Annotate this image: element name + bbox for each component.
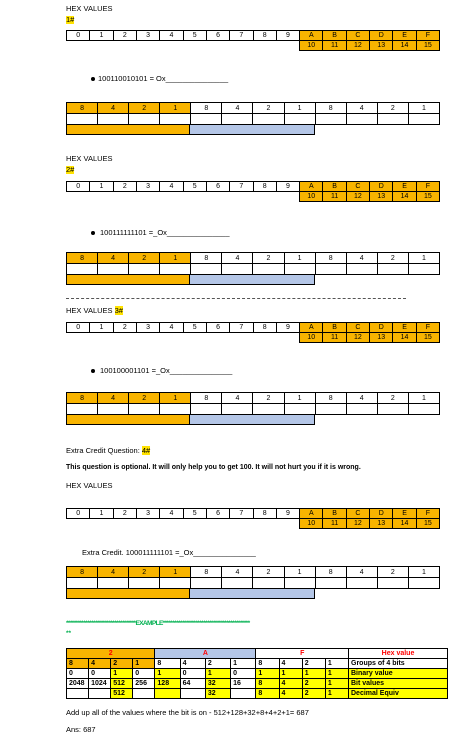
example-cell: 8	[67, 659, 89, 669]
example-decimal-row	[67, 689, 448, 699]
bit-entry-cell[interactable]	[160, 264, 191, 275]
example-row-label: Decimal Equiv	[349, 689, 448, 699]
example-cell: 64	[180, 679, 205, 689]
bit-entry-cell[interactable]	[377, 578, 408, 589]
hex-cell: 1	[90, 182, 113, 192]
hex-cell: B	[323, 31, 346, 41]
bit-weight-cell: 1	[160, 253, 191, 264]
example-cell: 32	[205, 679, 230, 689]
hex-cell: D	[370, 509, 393, 519]
hex-cell: 0	[67, 323, 90, 333]
example-cell: 1	[325, 669, 348, 679]
hex-decimal-cell: 14	[393, 192, 416, 202]
hex-decimal-cell: 13	[370, 41, 393, 51]
example-hex-digit: 2	[67, 649, 155, 659]
hex-cell: E	[393, 182, 416, 192]
bullet-icon	[91, 77, 95, 81]
hex-cell: 6	[206, 182, 229, 192]
example-binary-row	[67, 669, 448, 679]
bit-weight-cell: 4	[98, 103, 129, 114]
hex-decimal-cell: 10	[300, 333, 323, 343]
bit-weight-cell: 8	[191, 393, 222, 404]
nibble-bar-high	[66, 124, 190, 135]
example-row-label: Bit values	[349, 679, 448, 689]
bit-entry-cell[interactable]	[222, 404, 253, 415]
bit-weight-cell: 8	[191, 103, 222, 114]
bit-weight-cell: 2	[129, 253, 160, 264]
question-number: 2#	[66, 165, 75, 174]
hex-values-heading	[66, 307, 123, 315]
hex-cell: 3	[136, 182, 159, 192]
hex-cell: 1	[90, 323, 113, 333]
bit-weight-cell: 1	[284, 393, 315, 404]
hex-decimal-cell: 10	[300, 41, 323, 51]
hex-digit-row	[67, 31, 440, 41]
bit-answer-table[interactable]	[66, 252, 440, 275]
hex-cell: C	[346, 323, 369, 333]
bit-weight-cell: 4	[98, 567, 129, 578]
hex-decimal-cell: 12	[346, 192, 369, 202]
nibble-bar-mid	[189, 588, 315, 599]
question-prompt: 100110010101 = Ox_______________	[98, 74, 229, 83]
bit-weight-cell: 4	[346, 103, 377, 114]
bit-entry-cell[interactable]	[284, 114, 315, 125]
bit-entry-cell[interactable]	[222, 264, 253, 275]
hex-cell: 1	[90, 509, 113, 519]
hex-cell: E	[393, 31, 416, 41]
bit-weight-cell: 4	[222, 253, 253, 264]
example-cell: 8	[155, 659, 180, 669]
example-cell: 512	[111, 679, 133, 689]
example-cell: 4	[279, 679, 302, 689]
example-cell: 1	[231, 659, 256, 669]
bit-weight-cell: 2	[129, 567, 160, 578]
example-hex-row	[67, 649, 448, 659]
example-cell: 0	[231, 669, 256, 679]
bit-entry-cell[interactable]	[98, 404, 129, 415]
bit-entry-cell[interactable]	[315, 578, 346, 589]
bit-weight-cell: 2	[377, 393, 408, 404]
bit-weight-cell: 8	[315, 393, 346, 404]
hex-cell: 3	[136, 31, 159, 41]
example-cell: 1	[325, 679, 348, 689]
hex-cell: 5	[183, 182, 206, 192]
bit-entry-cell[interactable]	[191, 264, 222, 275]
example-cell: 0	[133, 669, 155, 679]
bit-weight-cell: 4	[98, 393, 129, 404]
bit-weight-cell: 8	[315, 103, 346, 114]
hex-cell: 4	[160, 323, 183, 333]
hex-cell: C	[346, 31, 369, 41]
hex-cell: 2	[113, 182, 136, 192]
hex-cell: 2	[113, 31, 136, 41]
hex-cell: 6	[206, 323, 229, 333]
nibble-bar-high	[66, 588, 190, 599]
bit-weight-cell: 2	[129, 103, 160, 114]
bit-entry-row[interactable]	[67, 114, 440, 125]
bit-entry-cell[interactable]	[408, 578, 439, 589]
hex-cell: 7	[230, 323, 253, 333]
bit-entry-cell[interactable]	[253, 578, 284, 589]
bit-weight-cell: 2	[253, 253, 284, 264]
hex-decimal-cell: 13	[370, 192, 393, 202]
hex-values-heading: HEX VALUES	[66, 154, 113, 163]
example-cell	[67, 689, 89, 699]
hex-decimal-cell: 11	[323, 333, 346, 343]
hex-decimal-cell: 12	[346, 333, 369, 343]
example-row-label: Groups of 4 bits	[349, 659, 448, 669]
hex-cell: 4	[160, 509, 183, 519]
hex-cell: 6	[206, 31, 229, 41]
nibble-bar-high	[66, 414, 190, 425]
extra-credit-label: Extra Credit Question:	[66, 446, 140, 455]
hex-cell: F	[416, 509, 439, 519]
hex-cell: C	[346, 509, 369, 519]
hex-cell: 8	[253, 323, 276, 333]
question-number: 1#	[66, 15, 75, 24]
hex-cell: A	[300, 182, 323, 192]
hex-decimal-cell: 10	[300, 192, 323, 202]
bit-weight-cell: 2	[377, 103, 408, 114]
hex-reference-table	[66, 508, 440, 529]
hex-values-heading: HEX VALUES	[66, 481, 113, 490]
bit-entry-cell[interactable]	[346, 578, 377, 589]
bit-answer-table[interactable]	[66, 102, 440, 125]
hex-decimal-cell: 15	[416, 41, 439, 51]
bit-weight-cell: 4	[222, 567, 253, 578]
hex-decimal-cell: 11	[323, 41, 346, 51]
hex-cell: 8	[253, 182, 276, 192]
sum-explanation: Add up all of the values where the bit is on - 512+128+32+8+4+2+1= 687	[66, 708, 309, 717]
hex-cell: 1	[90, 31, 113, 41]
hex-decimal-cell: 14	[393, 333, 416, 343]
bit-weight-cell: 8	[315, 567, 346, 578]
bit-entry-cell[interactable]	[284, 578, 315, 589]
question-number: 4#	[141, 446, 151, 455]
bit-entry-cell[interactable]	[253, 264, 284, 275]
bit-weight-cell: 2	[377, 253, 408, 264]
hex-decimal-row	[67, 41, 440, 51]
example-cell: 1	[133, 659, 155, 669]
bit-answer-table[interactable]	[66, 566, 440, 589]
hex-decimal-cell: 12	[346, 41, 369, 51]
question-prompt: 100111111101 =_Ox_______________	[100, 228, 230, 237]
bit-entry-cell[interactable]	[191, 404, 222, 415]
question-prompt: 100100001101 =_Ox_______________	[100, 366, 233, 375]
nibble-bar-mid	[189, 274, 315, 285]
bit-entry-cell[interactable]	[253, 114, 284, 125]
bit-entry-cell[interactable]	[346, 264, 377, 275]
hex-reference-table	[66, 181, 440, 202]
extra-credit-note: This question is optional. It will only help you to get 100. It will not hurt you if it is wrong.	[66, 464, 361, 471]
bit-entry-cell[interactable]	[67, 578, 98, 589]
example-cell: 1	[325, 689, 348, 699]
hex-cell: 9	[276, 323, 299, 333]
hex-cell: 8	[253, 31, 276, 41]
question-prompt: Extra Credit. 100011111101 =_Ox_______________	[82, 548, 256, 557]
hex-cell: E	[393, 323, 416, 333]
example-cell: 1	[205, 669, 230, 679]
hex-reference-table	[66, 30, 440, 51]
example-bit-values-row	[67, 679, 448, 689]
hex-decimal-cell: 11	[323, 192, 346, 202]
example-cell: 128	[155, 679, 180, 689]
example-cell	[155, 689, 180, 699]
bit-entry-cell[interactable]	[377, 264, 408, 275]
bit-entry-cell[interactable]	[129, 578, 160, 589]
nibble-bar-mid	[189, 414, 315, 425]
example-cell: 512	[111, 689, 133, 699]
example-hex-digit: A	[155, 649, 256, 659]
example-cell: 0	[180, 669, 205, 679]
bit-entry-cell[interactable]	[191, 114, 222, 125]
hex-decimal-cell: 15	[416, 192, 439, 202]
example-cell: 8	[256, 679, 279, 689]
bit-entry-cell[interactable]	[315, 264, 346, 275]
bit-weight-cell: 2	[253, 393, 284, 404]
bit-weight-cell: 8	[315, 253, 346, 264]
bit-weight-cell: 4	[346, 253, 377, 264]
bit-entry-cell[interactable]	[98, 264, 129, 275]
hex-cell: 7	[230, 509, 253, 519]
hex-decimal-cell: 10	[300, 519, 323, 529]
bit-entry-cell[interactable]	[346, 114, 377, 125]
bit-weight-cell: 8	[67, 393, 98, 404]
example-cell: 2	[111, 659, 133, 669]
example-cell: 16	[231, 679, 256, 689]
hex-cell: D	[370, 323, 393, 333]
example-cell: 1	[325, 659, 348, 669]
bit-entry-cell[interactable]	[160, 404, 191, 415]
bit-weight-cell: 8	[67, 567, 98, 578]
example-cell: 4	[279, 689, 302, 699]
bit-weight-cell: 8	[67, 103, 98, 114]
section-divider	[66, 298, 406, 299]
hex-decimal-cell: 15	[416, 333, 439, 343]
hex-cell: B	[323, 509, 346, 519]
bit-entry-cell[interactable]	[377, 404, 408, 415]
example-cell: 8	[256, 659, 279, 669]
example-cell: 2048	[67, 679, 89, 689]
hex-cell: B	[323, 323, 346, 333]
example-table	[66, 648, 448, 699]
hex-decimal-cell: 11	[323, 519, 346, 529]
bit-weight-cell: 1	[160, 567, 191, 578]
example-cell: 1	[256, 669, 279, 679]
example-cell	[180, 689, 205, 699]
bit-entry-cell[interactable]	[160, 578, 191, 589]
hex-decimal-cell: 13	[370, 333, 393, 343]
example-cell: 4	[89, 659, 111, 669]
example-cell: 2	[302, 679, 325, 689]
bit-entry-cell[interactable]	[129, 264, 160, 275]
example-cell: 1	[279, 669, 302, 679]
hex-cell: A	[300, 323, 323, 333]
bit-weight-cell: 4	[222, 393, 253, 404]
hex-cell: 6	[206, 509, 229, 519]
bit-weight-cell: 4	[222, 103, 253, 114]
hex-cell: 7	[230, 31, 253, 41]
bit-entry-cell[interactable]	[408, 404, 439, 415]
bit-entry-cell[interactable]	[129, 404, 160, 415]
example-row-label: Binary value	[349, 669, 448, 679]
bit-entry-cell[interactable]	[98, 114, 129, 125]
example-cell: 4	[180, 659, 205, 669]
example-cell	[133, 689, 155, 699]
nibble-bar-high	[66, 274, 190, 285]
hex-cell: 2	[113, 323, 136, 333]
hex-cell: F	[416, 323, 439, 333]
bit-entry-cell[interactable]	[315, 114, 346, 125]
bullet-icon	[91, 369, 95, 373]
hex-cell: 4	[160, 31, 183, 41]
example-cell: 2	[205, 659, 230, 669]
example-banner: ************************************EXAMPLE*********************************************	[66, 620, 250, 627]
hex-values-heading: HEX VALUES	[66, 4, 113, 13]
example-cell: 2	[302, 659, 325, 669]
example-cell: 4	[279, 659, 302, 669]
bullet-icon	[91, 231, 95, 235]
nibble-bar-mid	[189, 124, 315, 135]
bit-weight-cell: 1	[160, 393, 191, 404]
hex-cell: 3	[136, 509, 159, 519]
example-cell: 0	[67, 669, 89, 679]
bit-weight-cell: 4	[346, 393, 377, 404]
example-cell: 32	[205, 689, 230, 699]
bit-weight-cell: 1	[284, 567, 315, 578]
bit-weight-cell: 2	[129, 393, 160, 404]
hex-reference-table	[66, 322, 440, 343]
hex-decimal-cell: 12	[346, 519, 369, 529]
hex-decimal-cell: 15	[416, 519, 439, 529]
bit-weight-cell: 8	[191, 253, 222, 264]
hex-cell: 5	[183, 509, 206, 519]
hex-cell: A	[300, 509, 323, 519]
hex-decimal-cell: 14	[393, 41, 416, 51]
example-cell: 0	[89, 669, 111, 679]
example-cell: 1	[111, 669, 133, 679]
bit-entry-cell[interactable]	[67, 114, 98, 125]
bit-entry-cell[interactable]	[408, 264, 439, 275]
bit-weight-cell: 1	[408, 253, 439, 264]
question-number: 3#	[114, 306, 123, 315]
example-hex-digit: F	[256, 649, 349, 659]
example-row-label: Hex value	[349, 649, 448, 659]
bit-weight-cell: 2	[253, 567, 284, 578]
bit-entry-cell[interactable]	[377, 114, 408, 125]
hex-values-heading-text: HEX VALUES	[66, 306, 113, 315]
bit-entry-cell[interactable]	[222, 578, 253, 589]
bit-weight-cell: 1	[408, 567, 439, 578]
bit-entry-cell[interactable]	[284, 404, 315, 415]
answer-text: Ans: 687	[66, 725, 96, 734]
bit-weight-cell: 2	[253, 103, 284, 114]
hex-cell: 7	[230, 182, 253, 192]
example-cell: 1024	[89, 679, 111, 689]
hex-decimal-cell: 14	[393, 519, 416, 529]
hex-cell: 3	[136, 323, 159, 333]
hex-cell: 9	[276, 182, 299, 192]
bit-weight-cell: 1	[284, 103, 315, 114]
hex-cell: 5	[183, 323, 206, 333]
example-banner-continued: **	[66, 630, 72, 637]
hex-cell: B	[323, 182, 346, 192]
bit-entry-cell[interactable]	[408, 114, 439, 125]
bit-entry-cell[interactable]	[191, 578, 222, 589]
bit-weight-row	[67, 103, 440, 114]
hex-cell: D	[370, 31, 393, 41]
bit-weight-cell: 8	[67, 253, 98, 264]
hex-cell: 4	[160, 182, 183, 192]
bit-entry-cell[interactable]	[160, 114, 191, 125]
example-cell: 8	[256, 689, 279, 699]
extra-credit-heading	[66, 447, 150, 455]
hex-cell: F	[416, 182, 439, 192]
bit-entry-cell[interactable]	[222, 114, 253, 125]
bit-weight-cell: 1	[408, 393, 439, 404]
example-cell	[231, 689, 256, 699]
hex-cell: 2	[113, 509, 136, 519]
hex-cell: 5	[183, 31, 206, 41]
example-cell: 256	[133, 679, 155, 689]
hex-cell: A	[300, 31, 323, 41]
example-weights-row	[67, 659, 448, 669]
hex-cell: E	[393, 509, 416, 519]
bit-entry-cell[interactable]	[67, 264, 98, 275]
bit-weight-cell: 1	[408, 103, 439, 114]
example-cell: 1	[155, 669, 180, 679]
bit-weight-cell: 8	[191, 567, 222, 578]
bit-weight-cell: 1	[160, 103, 191, 114]
hex-cell: 0	[67, 31, 90, 41]
hex-cell: 9	[276, 509, 299, 519]
bit-weight-cell: 1	[284, 253, 315, 264]
bit-entry-cell[interactable]	[129, 114, 160, 125]
bit-entry-cell[interactable]	[315, 404, 346, 415]
example-cell	[89, 689, 111, 699]
hex-cell: 8	[253, 509, 276, 519]
bit-entry-cell[interactable]	[98, 578, 129, 589]
bit-weight-cell: 2	[377, 567, 408, 578]
hex-decimal-cell: 13	[370, 519, 393, 529]
bit-weight-cell: 4	[346, 567, 377, 578]
bit-entry-cell[interactable]	[253, 404, 284, 415]
bit-weight-cell: 4	[98, 253, 129, 264]
hex-cell: 0	[67, 509, 90, 519]
hex-cell: 0	[67, 182, 90, 192]
hex-cell: F	[416, 31, 439, 41]
example-cell: 1	[302, 669, 325, 679]
bit-entry-cell[interactable]	[284, 264, 315, 275]
hex-cell: D	[370, 182, 393, 192]
hex-cell: C	[346, 182, 369, 192]
hex-cell: 9	[276, 31, 299, 41]
bit-entry-cell[interactable]	[67, 404, 98, 415]
bit-entry-cell[interactable]	[346, 404, 377, 415]
bit-answer-table[interactable]	[66, 392, 440, 415]
example-cell: 2	[302, 689, 325, 699]
